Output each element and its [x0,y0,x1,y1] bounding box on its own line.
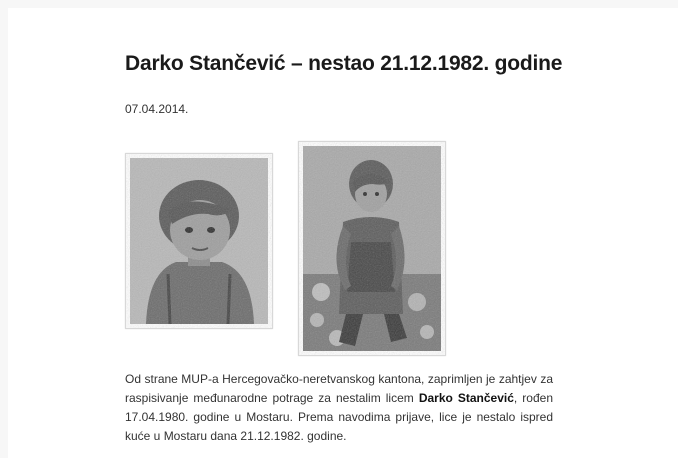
full-body-photo [298,141,446,356]
body-text-part1: Od strane MUP-a Hercegovačko-neretvanskog kantona, zaprimljen je zahtjev za raspisivanje međunarodne potrage za nestalim licem [125,372,553,405]
child-seated-image [299,142,445,355]
portrait-photo-closeup [125,153,273,329]
article-title: Darko Stančević – nestao 21.12.1982. godine [125,52,563,75]
article-page [8,8,678,458]
missing-person-name: Darko Stančević [418,391,514,405]
article-date: 07.04.2014. [125,102,189,116]
body-text-part2: , rođen 17.04.1980. godine u Mostaru. Prema navodima prijave, lice je nestalo ispred kuće u Mostaru dana 21.12.1982. godine. [125,391,554,443]
article-body [125,370,553,446]
child-portrait-image [126,154,272,328]
